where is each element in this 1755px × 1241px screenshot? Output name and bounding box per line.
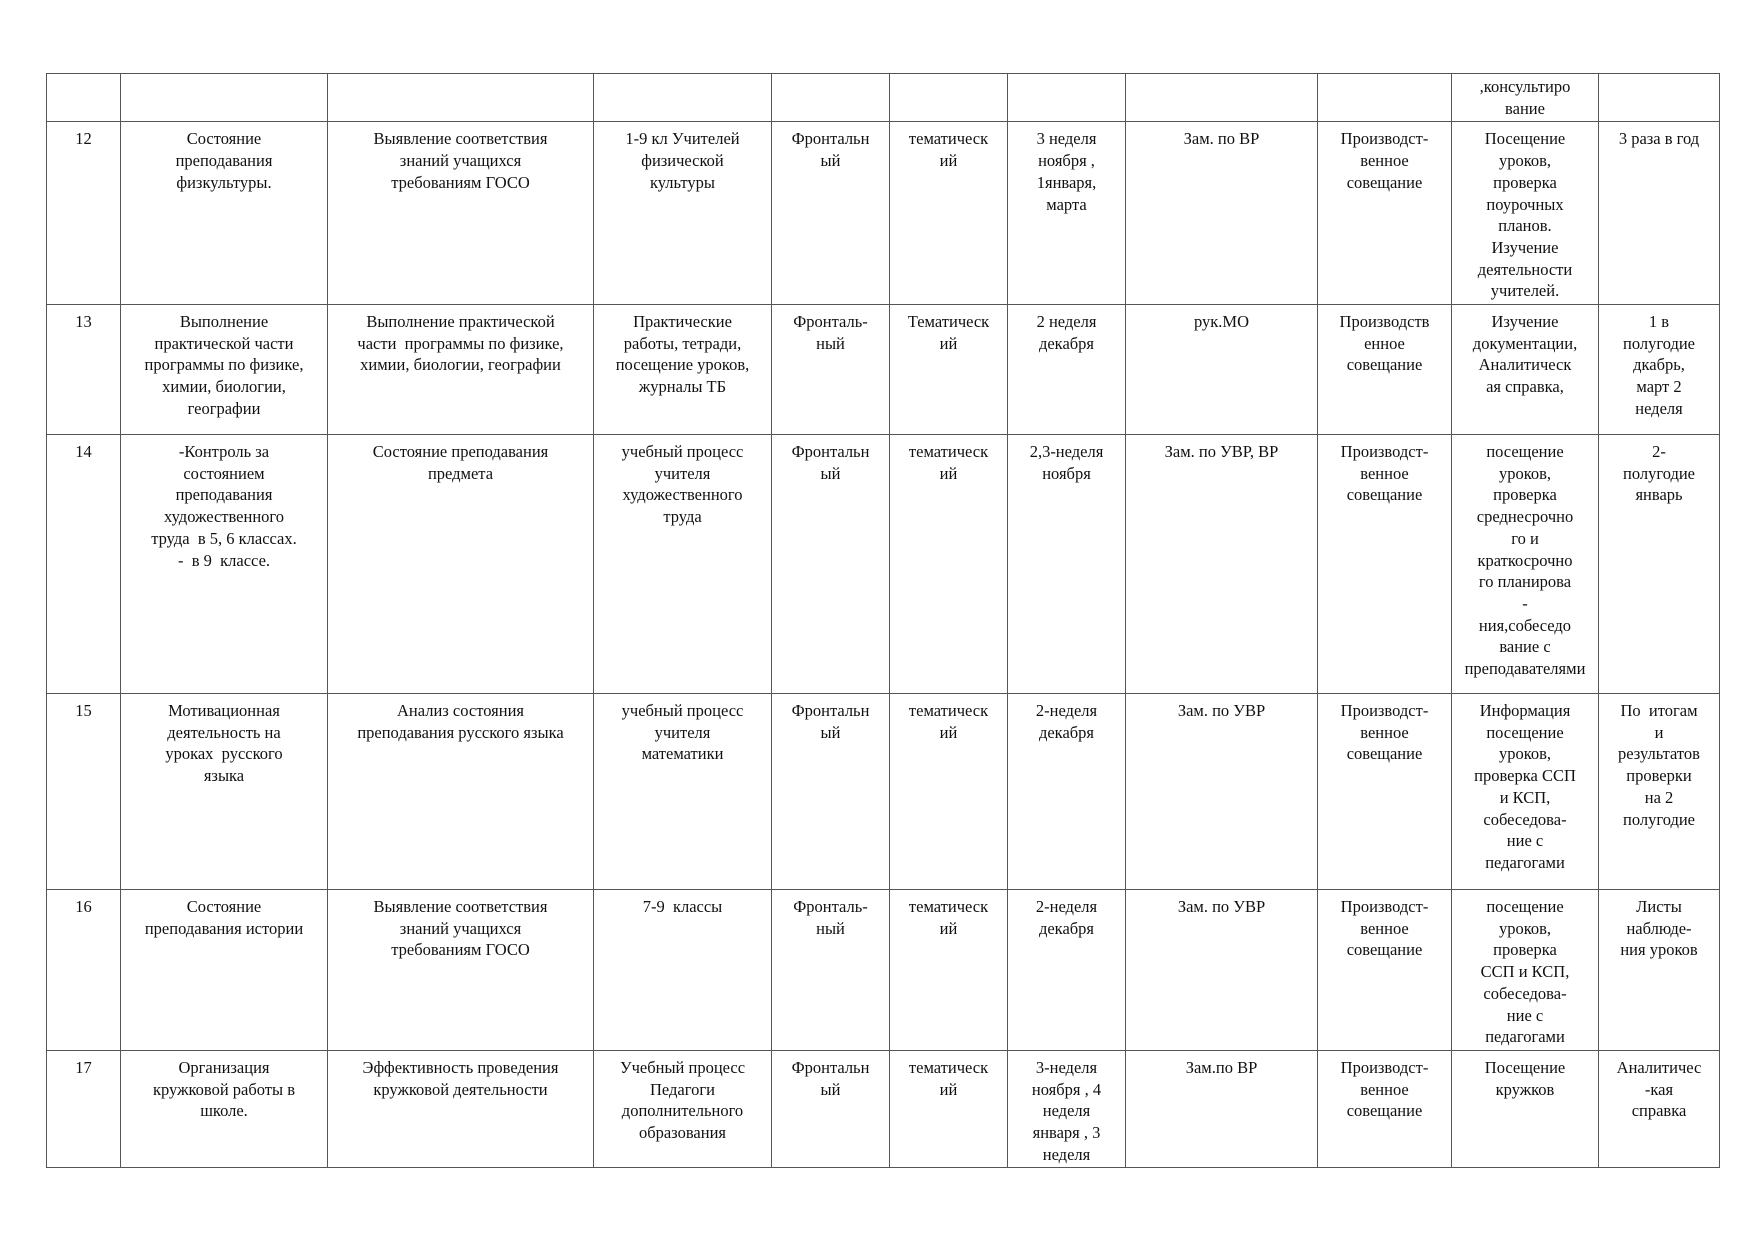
cell-line: март 2 (1636, 377, 1682, 397)
cell-line: ая справка, (1486, 377, 1564, 397)
cell-line: деятельности (1477, 259, 1573, 279)
cell-line: проверки (1626, 766, 1692, 786)
cell-timeline (1008, 1050, 1126, 1168)
cell-line: венное (1360, 151, 1409, 171)
cell-line: посещение (1486, 897, 1564, 917)
cell-line: венное (1360, 722, 1409, 742)
cell-line: Мотивационная (168, 701, 280, 721)
cell-line: По итогам (1620, 701, 1698, 721)
cell-line: ый (820, 1079, 841, 1099)
cell-line: знаний учащихся (399, 918, 522, 938)
cell-line: практической части (154, 333, 294, 353)
cell-kind (772, 1050, 890, 1168)
cell-line: требованиям ГОСО (391, 940, 530, 960)
cell-line: неделя (1042, 1144, 1091, 1164)
cell-line: Производст- (1340, 897, 1429, 917)
cell-line: тематическ (908, 1057, 989, 1077)
cell-line: Выявление соответствия (373, 129, 548, 149)
cell-line: преподавания (175, 485, 273, 505)
cell-line: декабря (1038, 333, 1095, 353)
cell-line: ий (939, 463, 958, 483)
cell-line: программы по физике, (144, 355, 304, 375)
cell-line: вание с (1499, 637, 1551, 657)
cell-line: ий (939, 333, 958, 353)
cell-line: Изучение (1491, 237, 1559, 257)
cell-line: уроков, (1498, 151, 1552, 171)
cell-line: математики (641, 744, 724, 764)
cell-timeline (1008, 305, 1126, 435)
cell-line: ноября , (1038, 151, 1095, 171)
cell-line: ,консультиро (1479, 77, 1571, 96)
cell-line: ССП и КСП, (1480, 962, 1570, 982)
cell-responsible (1126, 74, 1318, 122)
cell-number (47, 74, 121, 122)
cell-methods (1452, 435, 1599, 694)
cell-theme (121, 890, 328, 1051)
cell-timeline (1008, 694, 1126, 890)
cell-line: ноября (1042, 463, 1091, 483)
cell-line: преподавания русского языка (357, 722, 564, 742)
cell-line: Организация (178, 1057, 270, 1077)
cell-line: - (1522, 593, 1528, 613)
cell-line: Производст- (1340, 129, 1429, 149)
cell-theme (121, 122, 328, 305)
table-row (47, 305, 1720, 435)
cell-line: Фронтальн (791, 129, 870, 149)
cell-line: 3-неделя (1035, 1057, 1098, 1077)
cell-line: Выполнение практической (366, 312, 555, 332)
cell-line: ние с (1506, 831, 1544, 851)
cell-responsible (1126, 694, 1318, 890)
cell-line: Тематическ (907, 312, 990, 332)
cell-line: и КСП, (1499, 787, 1551, 807)
cell-line: 13 (75, 312, 92, 332)
cell-timeline (1008, 74, 1126, 122)
cell-line: го планирова (1478, 572, 1572, 592)
cell-line: 2,3-неделя (1029, 442, 1104, 462)
cell-line: -Контроль за (178, 442, 270, 462)
cell-line: Практические (633, 312, 732, 332)
cell-line: Производст- (1340, 701, 1429, 721)
cell-line: Состояние (186, 897, 262, 917)
cell-line: географии (187, 398, 261, 418)
cell-line: тематическ (908, 442, 989, 462)
cell-line: химии, биологии, географии (360, 355, 561, 375)
cell-line: Производст- (1340, 442, 1429, 462)
cell-line: дкабрь, (1633, 355, 1685, 375)
cell-line: Эффективность проведения (362, 1057, 559, 1077)
cell-line: Выявление соответствия (373, 897, 548, 917)
cell-line: педагогами (1485, 852, 1565, 872)
cell-line: полугодие (1622, 463, 1696, 483)
cell-line: венное (1360, 1079, 1409, 1099)
cell-line: совещание (1346, 940, 1423, 960)
cell-timeline (1008, 890, 1126, 1051)
cell-responsible (1126, 122, 1318, 305)
cell-line: результатов (1618, 744, 1700, 764)
cell-line: уроков, (1498, 463, 1552, 483)
table-row (47, 1050, 1720, 1168)
cell-line: Педагоги (650, 1079, 715, 1099)
cell-line: - в 9 классе. (177, 550, 271, 570)
cell-line: совещание (1346, 485, 1423, 505)
cell-line: венное (1360, 463, 1409, 483)
cell-methods (1452, 122, 1599, 305)
cell-line: уроках русского (165, 744, 283, 764)
cell-line: январь (1635, 485, 1683, 505)
cell-line: предмета (427, 463, 494, 483)
cell-line: преподавателями (1464, 659, 1586, 679)
cell-line: ния уроков (1620, 940, 1698, 960)
cell-methods (1452, 1050, 1599, 1168)
cell-type (890, 1050, 1008, 1168)
cell-line: посещение уроков, (615, 355, 750, 375)
cell-line: Состояние (186, 129, 262, 149)
cell-line: справка (1631, 1101, 1687, 1121)
cell-line: собеседова- (1483, 809, 1567, 829)
cell-line: художественного (622, 485, 743, 505)
cell-line: полугодие (1622, 809, 1696, 829)
cell-line: Фронталь- (793, 312, 868, 332)
cell-line: труда в 5, 6 классах. (151, 528, 297, 548)
cell-line: тематическ (908, 701, 989, 721)
cell-line: ый (820, 151, 841, 171)
cell-line: химии, биологии, (162, 377, 286, 397)
cell-line: декабря (1038, 722, 1095, 742)
cell-line: 1-9 кл Учителей (625, 129, 740, 149)
cell-goal (328, 1050, 594, 1168)
cell-line: проверка ССП (1474, 766, 1576, 786)
cell-line: января , 3 (1032, 1123, 1101, 1143)
cell-line: 2 неделя (1036, 312, 1097, 332)
cell-line: -кая (1644, 1079, 1674, 1099)
cell-goal (328, 890, 594, 1051)
cell-line: Выполнение (179, 312, 269, 332)
table-row (47, 122, 1720, 305)
cell-type (890, 74, 1008, 122)
cell-line: ный (816, 333, 845, 353)
cell-responsible (1126, 890, 1318, 1051)
cell-line: Учебный процесс (619, 1057, 746, 1077)
cell-type (890, 890, 1008, 1051)
cell-line: марта (1046, 194, 1087, 214)
cell-line: языка (203, 766, 245, 786)
cell-line: Состояние преподавания (372, 442, 549, 462)
control-plan-table (46, 73, 1720, 1168)
cell-line: 17 (75, 1057, 92, 1077)
cell-line: 14 (75, 442, 92, 462)
cell-number (47, 122, 121, 305)
cell-kind (772, 74, 890, 122)
cell-line: наблюде- (1626, 918, 1692, 938)
cell-line: кружков (1495, 1079, 1555, 1099)
cell-review-form (1318, 305, 1452, 435)
cell-goal (328, 305, 594, 435)
cell-number (47, 694, 121, 890)
cell-line: Информация (1479, 701, 1571, 721)
cell-line: 16 (75, 897, 92, 917)
cell-number (47, 305, 121, 435)
cell-line: преподавания (175, 151, 273, 171)
cell-line: среднесрочно (1476, 507, 1574, 527)
cell-line: состоянием (183, 463, 265, 483)
cell-number (47, 1050, 121, 1168)
cell-line: совещание (1346, 1101, 1423, 1121)
cell-line: неделя (1042, 1101, 1091, 1121)
cell-responsible (1126, 305, 1318, 435)
cell-line: Аналитическ (1478, 355, 1572, 375)
cell-line: Фронталь- (793, 897, 868, 917)
cell-kind (772, 694, 890, 890)
cell-methods (1452, 74, 1599, 122)
cell-line: собеседова- (1483, 983, 1567, 1003)
cell-line: ноября , 4 (1031, 1079, 1102, 1099)
cell-responsible (1126, 435, 1318, 694)
cell-outcome (1599, 694, 1720, 890)
cell-line: уроков, (1498, 918, 1552, 938)
cell-line: деятельность на (167, 722, 281, 742)
cell-line: 1января, (1036, 172, 1097, 192)
cell-line: 7-9 классы (642, 897, 723, 917)
cell-line: Аналитичес (1616, 1057, 1702, 1077)
cell-kind (772, 435, 890, 694)
cell-line: неделя (1635, 398, 1683, 418)
cell-kind (772, 890, 890, 1051)
cell-kind (772, 122, 890, 305)
cell-line: журналы ТБ (638, 377, 727, 397)
cell-line: учителя (654, 722, 711, 742)
cell-line: физкультуры. (176, 172, 272, 192)
cell-line: Зам. по УВР (1177, 897, 1266, 917)
cell-number (47, 890, 121, 1051)
table-row (47, 694, 1720, 890)
cell-methods (1452, 890, 1599, 1051)
cell-line: Производст- (1340, 1057, 1429, 1077)
cell-line: художественного (163, 507, 285, 527)
cell-line: полугодие (1622, 333, 1696, 353)
cell-line: учителя (654, 463, 711, 483)
cell-line: венное (1360, 918, 1409, 938)
cell-line: кружковой работы в (152, 1079, 295, 1099)
cell-line: 2- (1652, 442, 1666, 462)
cell-goal (328, 694, 594, 890)
cell-line: документации, (1472, 333, 1578, 353)
cell-type (890, 435, 1008, 694)
cell-line: культуры (649, 172, 716, 192)
cell-line: 12 (75, 129, 92, 149)
cell-line: ый (820, 722, 841, 742)
cell-goal (328, 122, 594, 305)
cell-line: 15 (75, 701, 92, 721)
cell-review-form (1318, 890, 1452, 1051)
cell-review-form (1318, 74, 1452, 122)
cell-line: Зам.по ВР (1185, 1057, 1258, 1077)
cell-line: ния,собеседо (1478, 615, 1572, 635)
cell-line: педагогами (1485, 1027, 1565, 1047)
cell-number (47, 435, 121, 694)
cell-line: ние с (1506, 1005, 1544, 1025)
cell-object (594, 694, 772, 890)
cell-review-form (1318, 435, 1452, 694)
cell-line: работы, тетради, (623, 333, 742, 353)
cell-line: преподавания истории (144, 918, 304, 938)
cell-review-form (1318, 694, 1452, 890)
cell-theme (121, 74, 328, 122)
cell-theme (121, 1050, 328, 1168)
cell-line: ый (820, 463, 841, 483)
cell-responsible (1126, 1050, 1318, 1168)
cell-goal (328, 74, 594, 122)
cell-line: Фронтальн (791, 701, 870, 721)
cell-line: образования (638, 1123, 727, 1143)
cell-line: посещение (1486, 442, 1564, 462)
cell-line: Фронтальн (791, 442, 870, 462)
cell-line: тематическ (908, 129, 989, 149)
cell-methods (1452, 305, 1599, 435)
cell-line: Зам. по УВР, ВР (1164, 442, 1279, 462)
cell-line: Посещение (1484, 1057, 1566, 1077)
cell-line: 2-неделя (1035, 897, 1098, 917)
cell-methods (1452, 694, 1599, 890)
cell-line: Листы (1636, 897, 1682, 917)
cell-line: планов. (1498, 216, 1552, 236)
cell-goal (328, 435, 594, 694)
cell-outcome (1599, 74, 1720, 122)
cell-type (890, 694, 1008, 890)
cell-outcome (1599, 122, 1720, 305)
cell-kind (772, 305, 890, 435)
table-row (47, 890, 1720, 1051)
cell-line: 2-неделя (1035, 701, 1098, 721)
cell-line: 1 в (1648, 312, 1670, 332)
cell-line: учителей. (1490, 281, 1560, 301)
cell-theme (121, 435, 328, 694)
cell-line: Анализ состояния (397, 701, 524, 721)
cell-line: учебный процесс (621, 442, 744, 462)
cell-theme (121, 694, 328, 890)
cell-line: физической (641, 151, 724, 171)
cell-line: проверка (1493, 172, 1557, 192)
cell-review-form (1318, 122, 1452, 305)
cell-line: Зам. по ВР (1183, 129, 1260, 149)
cell-object (594, 890, 772, 1051)
cell-outcome (1599, 1050, 1720, 1168)
cell-line: кружковой деятельности (373, 1079, 548, 1099)
cell-line: проверка (1493, 485, 1557, 505)
cell-object (594, 74, 772, 122)
cell-object (594, 435, 772, 694)
cell-line: тематическ (908, 897, 989, 917)
cell-line: на 2 (1644, 787, 1674, 807)
cell-line: ий (939, 722, 958, 742)
cell-timeline (1008, 435, 1126, 694)
cell-outcome (1599, 890, 1720, 1051)
cell-object (594, 305, 772, 435)
cell-timeline (1008, 122, 1126, 305)
cell-line: вание (1505, 98, 1545, 118)
cell-line: ий (939, 1079, 958, 1099)
cell-line: проверка (1493, 940, 1557, 960)
cell-line: требованиям ГОСО (391, 172, 530, 192)
cell-line: совещание (1346, 172, 1423, 192)
table-row (47, 435, 1720, 694)
cell-line: 3 раза в год (1618, 129, 1700, 149)
cell-outcome (1599, 305, 1720, 435)
cell-line: поурочных (1486, 194, 1564, 214)
cell-line: Зам. по УВР (1177, 701, 1266, 721)
cell-object (594, 1050, 772, 1168)
cell-type (890, 305, 1008, 435)
cell-line: труда (663, 507, 702, 527)
cell-line: ный (816, 918, 845, 938)
cell-line: и (1654, 722, 1664, 742)
cell-line: ий (939, 918, 958, 938)
cell-line: енное (1364, 333, 1405, 353)
cell-line: совещание (1346, 355, 1423, 375)
cell-line: учебный процесс (621, 701, 744, 721)
cell-line: краткосрочно (1477, 550, 1573, 570)
cell-line: декабря (1038, 918, 1095, 938)
cell-outcome (1599, 435, 1720, 694)
cell-line: Изучение (1491, 312, 1559, 332)
cell-line: уроков, (1498, 744, 1552, 764)
cell-line: знаний учащихся (399, 151, 522, 171)
cell-line: посещение (1486, 722, 1564, 742)
cell-object (594, 122, 772, 305)
cell-line: части программы по физике, (357, 333, 564, 353)
cell-line: рук.МО (1193, 312, 1249, 332)
cell-line: го и (1511, 528, 1539, 548)
table-row (47, 74, 1720, 122)
cell-line: дополнительного (621, 1101, 744, 1121)
cell-review-form (1318, 1050, 1452, 1168)
cell-line: Фронтальн (791, 1057, 870, 1077)
cell-theme (121, 305, 328, 435)
cell-line: ий (939, 151, 958, 171)
cell-type (890, 122, 1008, 305)
cell-line: школе. (200, 1101, 248, 1121)
cell-line: Производств (1339, 312, 1430, 332)
cell-line: Посещение (1484, 129, 1566, 149)
cell-line: 3 неделя (1036, 129, 1097, 149)
cell-line: совещание (1346, 744, 1423, 764)
